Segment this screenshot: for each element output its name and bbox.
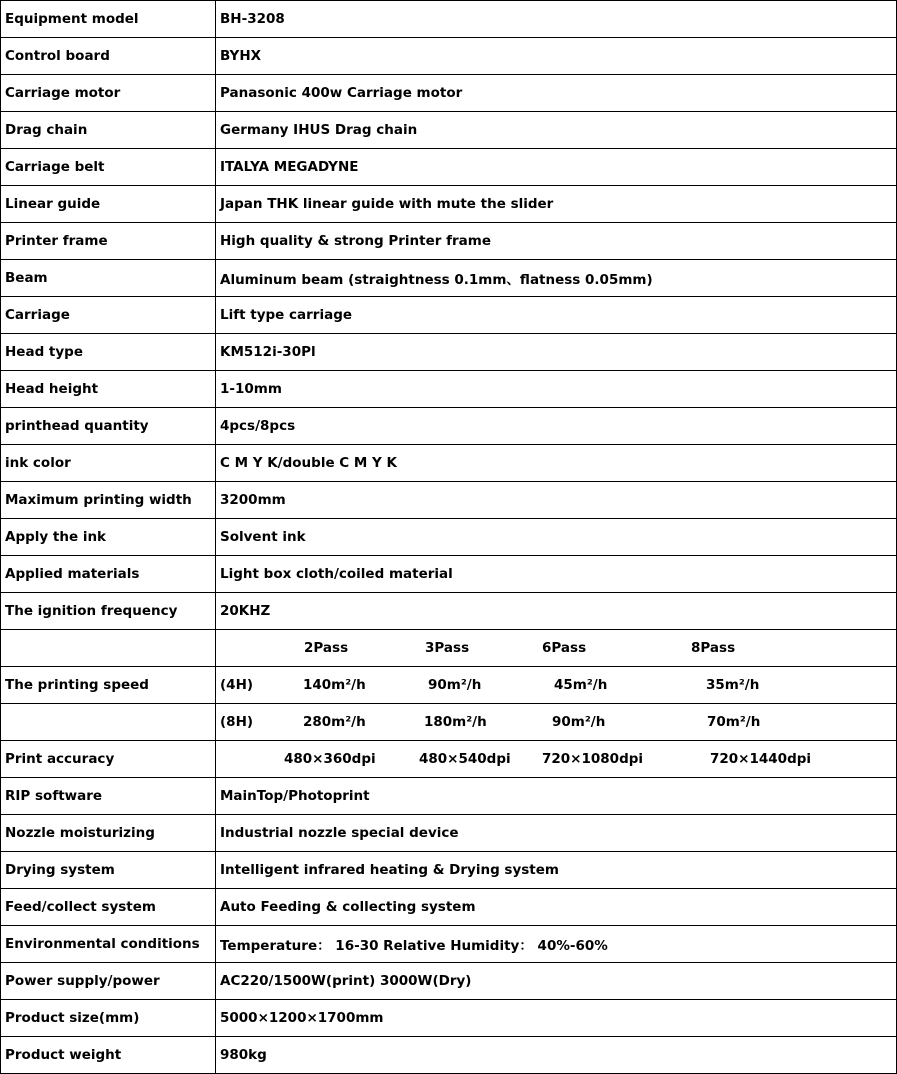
spec-value: Aluminum beam (straightness 0.1mm、flatness 0.05mm) xyxy=(216,260,897,297)
spec-value: BYHX xyxy=(216,38,897,75)
spec-value: Industrial nozzle special device xyxy=(216,815,897,852)
speed-8h-row xyxy=(1,704,897,741)
spec-table-body xyxy=(1,1,897,1074)
spec-value: Auto Feeding & collecting system xyxy=(216,889,897,926)
spec-label: Printer frame xyxy=(1,223,216,260)
spec-value: Temperature： 16-30 Relative Humidity： 40%-60% xyxy=(216,926,897,963)
spec-label: printhead quantity xyxy=(1,408,216,445)
spec-label: Feed/collect system xyxy=(1,889,216,926)
spec-label: RIP software xyxy=(1,778,216,815)
accuracy-value: 720×1080dpi xyxy=(542,751,644,767)
spec-value: Lift type carriage xyxy=(216,297,897,334)
head-config-label: (4H) xyxy=(220,677,254,693)
table-row xyxy=(1,408,897,445)
spec-value: 980kg xyxy=(216,1037,897,1074)
speed-4h-values xyxy=(216,667,897,704)
table-row xyxy=(1,260,897,297)
spec-value: Panasonic 400w Carriage motor xyxy=(216,75,897,112)
table-row xyxy=(1,149,897,186)
table-row xyxy=(1,593,897,630)
spec-label: Beam xyxy=(1,260,216,297)
spec-label: Environmental conditions xyxy=(1,926,216,963)
table-row xyxy=(1,1037,897,1074)
spec-value: 3200mm xyxy=(216,482,897,519)
accuracy-value: 480×540dpi xyxy=(419,751,511,767)
spec-label-empty xyxy=(1,630,216,667)
speed-pass-header xyxy=(216,630,897,667)
spec-value: 20KHZ xyxy=(216,593,897,630)
spec-value: Light box cloth/coiled material xyxy=(216,556,897,593)
speed-value: 140m²/h xyxy=(303,677,366,693)
spec-label: Equipment model xyxy=(1,1,216,38)
spec-value: Japan THK linear guide with mute the slider xyxy=(216,186,897,223)
head-config-label: (8H) xyxy=(220,714,254,730)
spec-label: Control board xyxy=(1,38,216,75)
spec-label: Carriage motor xyxy=(1,75,216,112)
spec-label: Drag chain xyxy=(1,112,216,149)
table-row xyxy=(1,1,897,38)
speed-value: 90m²/h xyxy=(552,714,606,730)
pass-label: 6Pass xyxy=(542,640,587,656)
spec-label: Drying system xyxy=(1,852,216,889)
speed-value: 45m²/h xyxy=(554,677,608,693)
speed-8h-values xyxy=(216,704,897,741)
accuracy-value: 480×360dpi xyxy=(284,751,376,767)
spec-label: The ignition frequency xyxy=(1,593,216,630)
spec-label: Print accuracy xyxy=(1,741,216,778)
spec-value: Solvent ink xyxy=(216,519,897,556)
table-row xyxy=(1,186,897,223)
accuracy-value: 720×1440dpi xyxy=(710,751,812,767)
table-row xyxy=(1,75,897,112)
spec-value: 1-10mm xyxy=(216,371,897,408)
spec-label-empty xyxy=(1,704,216,741)
accuracy-values xyxy=(216,741,897,778)
spec-label: Head height xyxy=(1,371,216,408)
spec-value: AC220/1500W(print) 3000W(Dry) xyxy=(216,963,897,1000)
spec-label: Head type xyxy=(1,334,216,371)
pass-label: 3Pass xyxy=(425,640,470,656)
table-row xyxy=(1,852,897,889)
spec-label: Applied materials xyxy=(1,556,216,593)
spec-label: Product weight xyxy=(1,1037,216,1074)
speed-value: 90m²/h xyxy=(428,677,482,693)
table-row xyxy=(1,223,897,260)
table-row xyxy=(1,112,897,149)
spec-value: Intelligent infrared heating & Drying system xyxy=(216,852,897,889)
spec-label: Nozzle moisturizing xyxy=(1,815,216,852)
spec-label: Product size(mm) xyxy=(1,1000,216,1037)
speed-4h-row xyxy=(1,667,897,704)
table-row xyxy=(1,889,897,926)
speed-pass-row xyxy=(1,630,897,667)
speed-value: 35m²/h xyxy=(706,677,760,693)
spec-value: High quality & strong Printer frame xyxy=(216,223,897,260)
spec-label: Power supply/power xyxy=(1,963,216,1000)
spec-label: Linear guide xyxy=(1,186,216,223)
table-row xyxy=(1,815,897,852)
spec-label: ink color xyxy=(1,445,216,482)
table-row xyxy=(1,334,897,371)
spec-label: Apply the ink xyxy=(1,519,216,556)
table-row xyxy=(1,1000,897,1037)
spec-value: BH-3208 xyxy=(216,1,897,38)
speed-value: 280m²/h xyxy=(303,714,366,730)
spec-value: MainTop/Photoprint xyxy=(216,778,897,815)
table-row xyxy=(1,445,897,482)
table-row xyxy=(1,926,897,963)
table-row xyxy=(1,519,897,556)
table-row xyxy=(1,963,897,1000)
spec-label: Carriage xyxy=(1,297,216,334)
table-row xyxy=(1,556,897,593)
spec-label: Maximum printing width xyxy=(1,482,216,519)
spec-label: The printing speed xyxy=(1,667,216,704)
speed-value: 180m²/h xyxy=(424,714,487,730)
spec-value: 4pcs/8pcs xyxy=(216,408,897,445)
spec-value: C M Y K/double C M Y K xyxy=(216,445,897,482)
pass-label: 2Pass xyxy=(304,640,349,656)
spec-value: Germany IHUS Drag chain xyxy=(216,112,897,149)
speed-value: 70m²/h xyxy=(707,714,761,730)
table-row xyxy=(1,297,897,334)
table-row xyxy=(1,482,897,519)
spec-value: 5000×1200×1700mm xyxy=(216,1000,897,1037)
accuracy-row xyxy=(1,741,897,778)
table-row xyxy=(1,778,897,815)
spec-label: Carriage belt xyxy=(1,149,216,186)
table-row xyxy=(1,38,897,75)
spec-value: ITALYA MEGADYNE xyxy=(216,149,897,186)
table-row xyxy=(1,371,897,408)
spec-value: KM512i-30Pl xyxy=(216,334,897,371)
pass-label: 8Pass xyxy=(691,640,736,656)
